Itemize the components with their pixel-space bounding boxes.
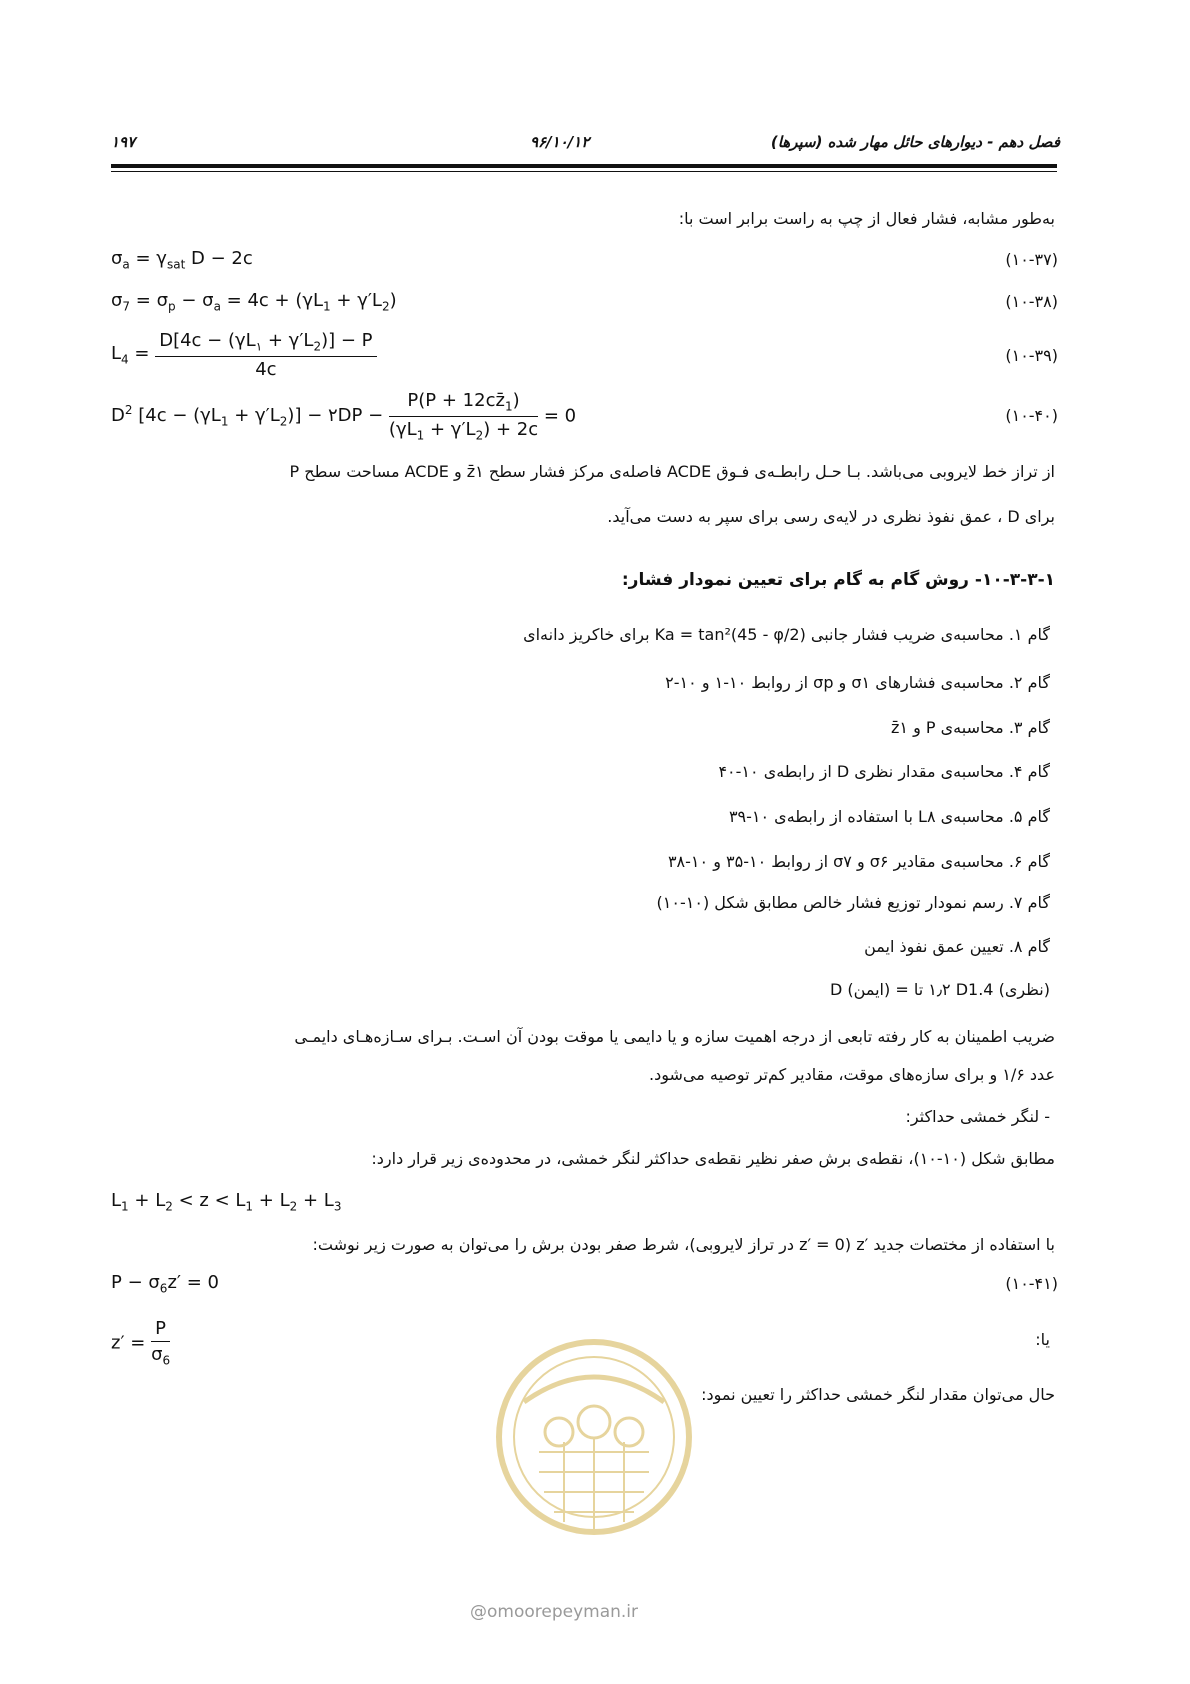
- step-1: گام ۱. محاسبه‌ی ضریب فشار جانبی (Ka = tan²(45 - φ/2 برای خاکریز دانه‌ای: [523, 625, 1050, 644]
- step-6: گام ۶. محاسبه‌ی مقادیر σ۶ و σ۷ از روابط ۱۰-۳۵ و ۱۰-۳۸: [667, 852, 1050, 871]
- equation-38: $\sigma_7 = \sigma_p - \sigma_a = 4c + (\gamma L_1 + \gamma'L_2)$: [111, 290, 397, 314]
- header-date: ۹۶/۱۰/۱۲: [530, 133, 590, 151]
- step-2: گام ۲. محاسبه‌ی فشارهای σ۱ و σp از روابط ۱۰-۱ و ۱۰-۲: [665, 673, 1050, 692]
- final-line: حال می‌توان مقدار لنگر خمشی حداکثر را تعیین نمود:: [701, 1385, 1055, 1404]
- step-5: گام ۵. محاسبه‌ی L۸ با استفاده از رابطه‌ی ۱۰-۳۹: [728, 807, 1050, 826]
- equation-40: $D^2$ $[4c - (\gamma L_1 + \gamma'L_2)]$ − ۲DP − $\frac{P(P + 12cz̄_1)}{(\gamma L_1 + \gamma'L_2) + 2c}$ = 0: [111, 390, 577, 443]
- range-equation: $L_1 + L_2 < z < L_1 + L_2 + L_3$: [111, 1190, 342, 1214]
- equation-37: $\sigma_a = \gamma_{sat}$ D − 2c: [111, 248, 253, 272]
- equation-37-number: (۱۰-۳۷): [1005, 250, 1058, 269]
- step-3: گام ۳. محاسبه‌ی P و z̄۱: [890, 718, 1050, 737]
- watermark-logo: [494, 1332, 694, 1542]
- intro-text: به‌طور مشابه، فشار فعال از چپ به راست برابر است با:: [678, 209, 1055, 228]
- equation-41: $P - \sigma_6z' = 0$: [111, 1272, 219, 1296]
- equation-39: $L_4$ = $\frac{D[4c - (\gamma L_۱ + \gamma'L_2)] - P}{4c}$: [111, 330, 377, 380]
- page-number: ۱۹۷: [111, 133, 136, 151]
- eq39-denominator: 4c: [255, 358, 277, 380]
- paragraph-2-line-1: ضریب اطمینان به کار رفته تابعی از درجه اهمیت سازه و یا دایمی یا موقت بودن آن اسـت. بـرای سـازه‌هـای دایمـی: [294, 1027, 1055, 1046]
- step-7: گام ۷. رسم نمودار توزیع فشار خالص مطابق شکل (۱۰-۱۰): [656, 893, 1050, 912]
- safe-depth-line: D (ایمن) = ۱٫۲ تا D1.4 (نظری): [830, 980, 1050, 999]
- eq40-denominator: $(\gamma L_1 + \gamma'L_2) + 2c$: [388, 418, 539, 443]
- section-heading: ۱۰-۳-۳-۱- روش گام به گام برای تعیین نمودار فشار:: [621, 570, 1055, 590]
- zprime-equation: z′ = $\frac{P}{\sigma_6}$: [111, 1318, 171, 1368]
- equation-39-number: (۱۰-۳۹): [1005, 346, 1058, 365]
- header-rule-thick: [111, 164, 1057, 168]
- paragraph-3: مطابق شکل (۱۰-۱۰)، نقطه‌ی برش صفر نظیر نقطه‌ی حداکثر لنگر خمشی، در محدوده‌ی زیر قرار دارد:: [371, 1149, 1055, 1168]
- paragraph-2-line-2: عدد ۱/۶ و برای سازه‌های موقت، مقادیر کم‌تر توصیه می‌شود.: [649, 1065, 1055, 1084]
- eq39-numerator: $D[4c - (\gamma L_۱ + \gamma'L_2)] - P$: [155, 330, 376, 357]
- ya-label: یا:: [1035, 1330, 1050, 1349]
- paragraph-1-line-2: برای D ، عمق نفوذ نظری در لایه‌ی رسی برای سپر به دست می‌آید.: [607, 507, 1055, 526]
- step-4: گام ۴. محاسبه‌ی مقدار نظری D از رابطه‌ی ۱۰-۴۰: [718, 762, 1050, 781]
- eq40-numerator: $P(P + 12cz̄_1)$: [389, 390, 538, 417]
- zprime-denominator: $\sigma_6$: [151, 1344, 171, 1368]
- watermark-site-text: @omoorepeyman.ir: [470, 1602, 639, 1622]
- paragraph-1-line-1: P مساحت سطح ACDE و z̄۱ فاصله‌ی مرکز فشار سطح ACDE از تراز خط لایروبی می‌باشد. بـا حـل رابطـه‌ی فـوق: [289, 462, 1055, 481]
- step-8: گام ۸. تعیین عمق نفوذ ایمن: [864, 937, 1050, 956]
- equation-41-number: (۱۰-۴۱): [1005, 1274, 1058, 1293]
- zprime-numerator: P: [151, 1318, 170, 1342]
- equation-38-number: (۱۰-۳۸): [1005, 292, 1058, 311]
- max-moment-title: - لنگر خمشی حداکثر:: [905, 1107, 1050, 1126]
- equation-40-number: (۱۰-۴۰): [1005, 406, 1058, 425]
- paragraph-4: با استفاده از مختصات جدید ′z (z′ = 0 در تراز لایروبی)، شرط صفر بودن برش را می‌توان به صورت زیر نوشت:: [312, 1235, 1055, 1254]
- header-rule-thin: [111, 171, 1057, 172]
- chapter-title: فصل دهم - دیوارهای حائل مهار شده (سپرها): [770, 133, 1060, 151]
